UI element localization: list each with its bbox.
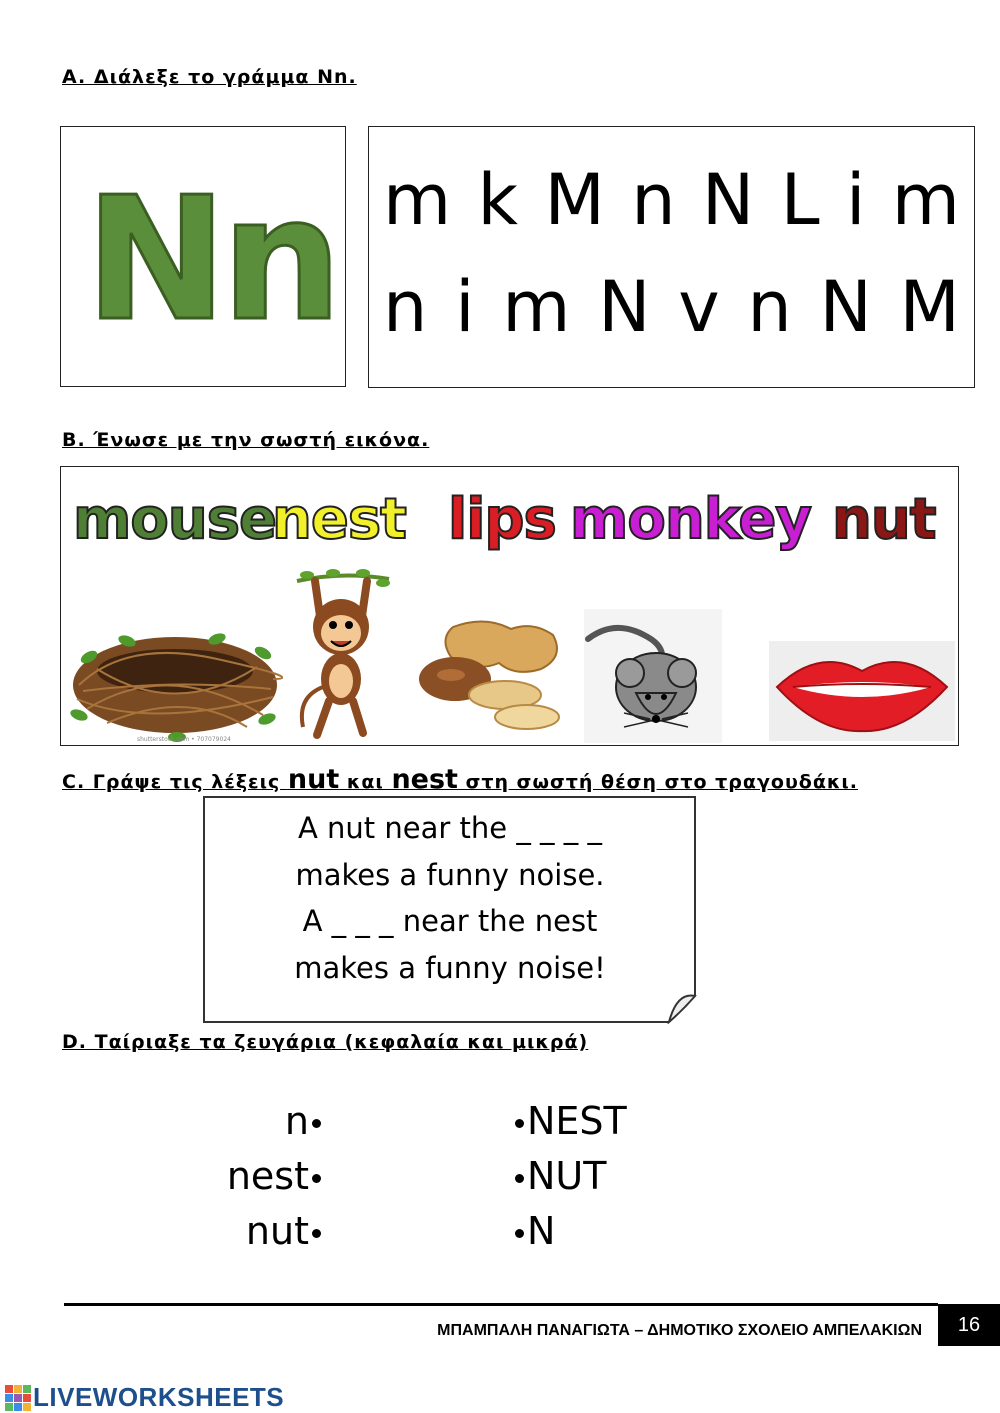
page-number: 16 (938, 1304, 1000, 1346)
lips-picture[interactable] (769, 641, 955, 741)
song-line[interactable]: A nut near the _ _ _ _ (297, 811, 602, 845)
letter[interactable]: v (678, 266, 720, 348)
song-line[interactable]: A _ _ _ near the nest (302, 904, 598, 938)
match-left-item[interactable] (227, 1154, 324, 1198)
letter[interactable]: i (455, 266, 475, 348)
section-c-heading (62, 764, 858, 795)
section-d-heading: D. Ταίριαξε τα ζευγάρια (κεφαλαία και μικρά) (62, 1031, 589, 1053)
letter-row-2 (383, 266, 960, 348)
word-nest[interactable]: nest (272, 487, 406, 552)
letter[interactable]: m (891, 159, 960, 241)
song-text (203, 805, 697, 991)
peanuts-picture[interactable] (415, 617, 565, 732)
section-a-heading: A. Διάλεξε το γράμμα Nn. (62, 66, 357, 88)
match-word: NUT (527, 1154, 607, 1198)
letter[interactable]: N (701, 159, 755, 241)
song-line: makes a funny noise. (295, 857, 605, 892)
letter-grid (368, 126, 975, 388)
letter[interactable]: n (631, 159, 676, 241)
letter[interactable]: m (383, 159, 452, 241)
brand-logo[interactable] (5, 1382, 284, 1413)
match-word: N (527, 1209, 556, 1253)
match-right-item[interactable] (512, 1209, 555, 1253)
letter[interactable]: N (598, 266, 651, 348)
heading-text: και (339, 771, 392, 793)
word-nut[interactable]: nut (832, 487, 936, 552)
match-right-item[interactable] (512, 1154, 606, 1198)
heading-text: C. Γράψε τις λέξεις (62, 771, 288, 793)
match-right-item[interactable] (512, 1099, 627, 1143)
big-letter: Nn (85, 161, 337, 359)
match-dot[interactable] (312, 1174, 321, 1183)
match-dot[interactable] (312, 1119, 321, 1128)
song-line: makes a funny noise! (294, 950, 606, 985)
letter[interactable]: N (819, 266, 872, 348)
footer-author: ΜΠΑΜΠΑΛΗ ΠΑΝΑΓΙΩΤΑ – ΔΗΜΟΤΙΚΟ ΣΧΟΛΕΙΟ ΑΜΠΕΛΑΚΙΩΝ (437, 1322, 922, 1339)
match-dot[interactable] (312, 1229, 321, 1238)
match-left-item[interactable] (285, 1099, 324, 1143)
monkey-picture[interactable] (293, 567, 393, 743)
letter[interactable]: M (899, 266, 960, 348)
letter[interactable]: m (502, 266, 571, 348)
match-dot[interactable] (515, 1229, 524, 1238)
match-left-item[interactable] (246, 1209, 324, 1253)
picture-credit: shutterstock.com • 707079024 (137, 736, 231, 743)
letter[interactable]: n (747, 266, 792, 348)
letter[interactable]: i (845, 159, 866, 241)
brand-name: LIVEWORKSHEETS (33, 1382, 285, 1412)
letter[interactable]: n (383, 266, 428, 348)
match-word: NEST (527, 1099, 627, 1143)
matching-picture-box (60, 466, 959, 746)
nest-picture[interactable] (67, 619, 283, 743)
heading-text: στη σωστή θέση στο τραγουδάκι. (457, 771, 859, 793)
word-monkey[interactable]: monkey (570, 487, 811, 552)
footer-rule (64, 1303, 938, 1306)
match-dot[interactable] (515, 1174, 524, 1183)
letter[interactable]: L (780, 159, 820, 241)
section-b-heading: B. Ένωσε με την σωστή εικόνα. (62, 429, 430, 451)
match-word: n (284, 1099, 309, 1143)
big-letter-card (60, 126, 346, 387)
letter-row-1 (383, 159, 960, 241)
word-lips[interactable]: lips (448, 487, 556, 552)
brand-blocks-icon (5, 1385, 31, 1411)
keyword-nut: nut (287, 764, 340, 795)
match-word: nut (245, 1209, 309, 1253)
keyword-nest: nest (391, 764, 458, 795)
match-word: nest (226, 1154, 309, 1198)
mouse-picture[interactable] (584, 609, 722, 743)
letter[interactable]: M (544, 159, 605, 241)
word-mouse[interactable]: mouse (73, 487, 277, 552)
match-dot[interactable] (515, 1119, 524, 1128)
letter[interactable]: k (477, 159, 519, 241)
